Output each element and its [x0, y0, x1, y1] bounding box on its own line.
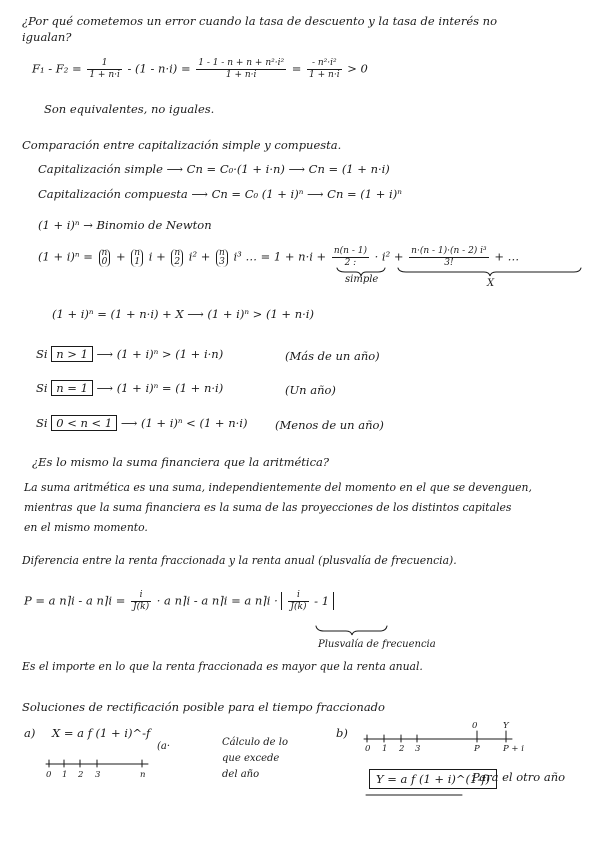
comparison-title: Comparación entre capitalización simple y compuesta.: [22, 138, 342, 152]
rectification-title: Soluciones de rectificación posible para el tiempo fraccionado: [22, 700, 385, 714]
fraction-2: $\frac{\text{1 - 1 - n + n + n²·i²}}{1 + n\cdot i}$: [198, 58, 285, 80]
option-b-note: Para el otro año: [472, 770, 566, 784]
underbrace-x: [398, 268, 581, 276]
newton-binomial: (1 + i)ⁿ → Binomio de Newton: [38, 218, 212, 232]
axis-b-tick-2: 2: [399, 744, 405, 754]
fraction-3: $\frac{\text{- n²·i²}}{1 + n\cdot i}$: [309, 58, 340, 80]
option-a-tail: (a·: [157, 741, 171, 752]
sum-paragraph-3: en el mismo momento.: [24, 521, 148, 534]
case1-note: (Más de un año): [285, 349, 380, 363]
underbrace-plusvalia: [316, 626, 387, 635]
axis-b-tick-0: 0: [365, 744, 371, 754]
case-n-less-1: Si 0 < n < 1 ⟶ (1 + i)ⁿ < (1 + n·i): [36, 416, 248, 430]
option-b-label: b): [336, 726, 348, 740]
term3-fraction: $\frac{\text{n·(n - 1)·(n - 2) i³}}{3!}$: [411, 246, 487, 268]
question-error: ¿Por qué cometemos un error cuando la tasa de descuento y la tasa de interés no: [22, 14, 498, 28]
binom-coef: n 2: [171, 249, 183, 267]
plusvalia-formula: P = a n⌉i - a n⌉i = $\frac{i}{J(k)}$ · a n⌉i - a n⌉i = a n⌉i · $\frac{i}{J(k)}$ - 1: [24, 590, 334, 613]
simple-capitalization: Capitalización simple ⟶ Cn = C₀·(1 + i·n) ⟶ Cn = (1 + n·i): [38, 162, 390, 176]
axis-b-tick-1: 1: [382, 744, 388, 754]
case3-condition-box: 0 < n < 1: [51, 415, 117, 431]
plusvalia-label: Plusvalía de frecuencia: [318, 639, 436, 650]
binomial-relation: (1 + i)ⁿ = (1 + n·i) + X ⟶ (1 + i)ⁿ > (1 + n·i): [52, 307, 314, 321]
axis-b-top-0: 0: [472, 721, 478, 731]
axis-b-tick-p: P: [474, 744, 480, 754]
binom-coef: n 0: [99, 249, 111, 267]
x-label: X: [487, 278, 495, 289]
simple-label: simple: [345, 274, 379, 285]
case2-note: (Un año): [285, 383, 336, 397]
term2-fraction: $\frac{n(n - 1)}{2 :}$: [333, 246, 367, 268]
case1-condition-box: n > 1: [51, 346, 93, 362]
axis-a-tick-0: 0: [46, 770, 52, 780]
axis-a-tick-2: 2: [78, 770, 84, 780]
binom-coef: n 3: [216, 249, 228, 267]
sum-paragraph-1: La suma aritmética es una suma, independientemente del momento en el que se devenguen,: [24, 481, 532, 494]
a-note-line1: Cálculo de lo: [222, 737, 288, 748]
option-a-label: a): [24, 726, 36, 740]
axis-b-tick-3: 3: [415, 744, 421, 754]
binomial-expansion: (1 + i)ⁿ = n 0 + n 1 i + n 2 i² + n 3 i³ … = 1 + n·i + $\frac{n(n - 1)}{2 :}$ · i² + $\frac{\text{n·(n - 1)·(n - 2) i³}}{3!}$ + …: [38, 246, 520, 268]
importe-definition: Es el importe en lo que la renta fraccionada es mayor que la renta anual.: [22, 660, 423, 673]
underbrace-simple: [337, 268, 385, 276]
axis-a-tick-1: 1: [62, 770, 68, 780]
case-n-equals-1: Si n = 1 ⟶ (1 + i)ⁿ = (1 + n·i): [36, 381, 224, 395]
binom-coef: n 1: [131, 249, 143, 267]
fraction-1: $\frac{1}{1 + n\cdot i}$: [89, 58, 120, 80]
question-error-cont: igualan?: [22, 30, 72, 44]
option-a-formula: X = a f (1 + i)^-f: [52, 726, 151, 740]
sum-question: ¿Es lo mismo la suma financiera que la aritmética?: [32, 455, 330, 469]
case-n-greater-1: Si n > 1 ⟶ (1 + i)ⁿ > (1 + i·n): [36, 347, 224, 361]
case3-note: (Menos de un año): [275, 418, 384, 432]
renta-difference-title: Diferencia entre la renta fraccionada y la renta anual (plusvalía de frecuencia).: [22, 554, 457, 567]
axis-a-tick-3: 3: [95, 770, 101, 780]
equivalence-conclusion: Son equivalentes, no iguales.: [44, 102, 215, 116]
option-b-formula-box: Y = a f (1 + i)^(1-f): [369, 769, 497, 789]
sum-paragraph-2: mientras que la suma financiera es la suma de las proyecciones de los distintos capitales: [24, 501, 512, 514]
axis-b-top-y: Y: [503, 721, 509, 731]
compound-capitalization: Capitalización compuesta ⟶ Cn = C₀ (1 + i)ⁿ ⟶ Cn = (1 + i)ⁿ: [38, 187, 402, 201]
a-note-line2: que excede: [222, 753, 280, 764]
case2-condition-box: n = 1: [51, 380, 93, 396]
bracket-term: $\frac{i}{J(k)}$ - 1: [281, 592, 334, 610]
a-note-line3: del año: [222, 769, 260, 780]
axis-b-tick-p1: P + i: [503, 744, 524, 754]
axis-a-tick-n: n: [140, 770, 146, 780]
ratio-fraction: $\frac{i}{J(k)}$: [133, 590, 150, 612]
error-equation: F₁ - F₂ = $\frac{1}{1 + n\cdot i}$ - (1 - n·i) = $\frac{\text{1 - 1 - n + n + n²·i²}}{1 + n\cdot i}$ = $\frac{\text{- n²·i²}}{1 + n\cdot i}$ > 0: [32, 58, 368, 80]
